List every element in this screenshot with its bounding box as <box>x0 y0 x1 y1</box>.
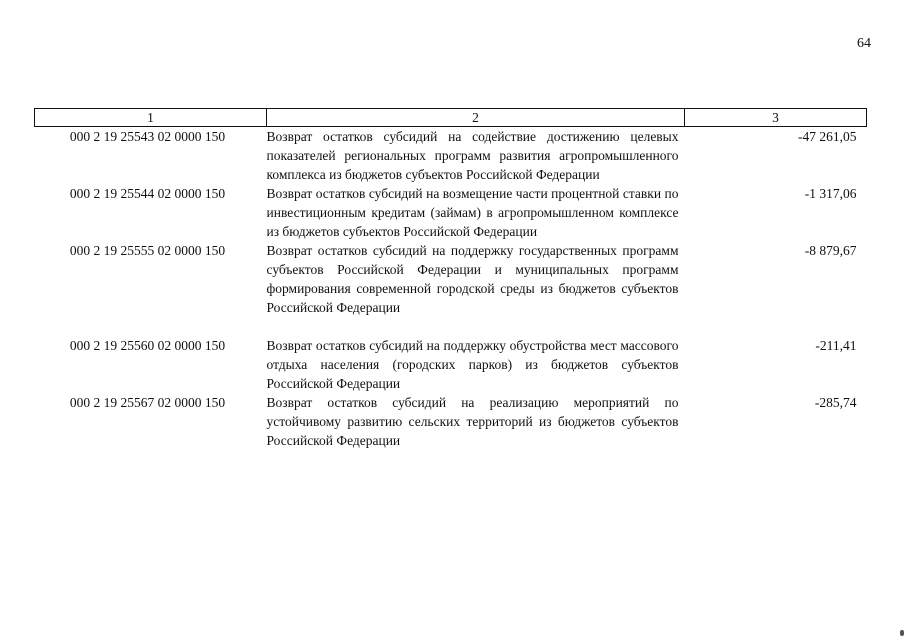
table-row <box>35 241 867 336</box>
table-row <box>35 127 867 185</box>
amount-value: -211,41 <box>815 338 857 353</box>
table-header-row <box>35 109 867 127</box>
budget-code: 000 2 19 25560 02 0000 150 <box>69 338 226 353</box>
amount-value: -1 317,06 <box>804 186 857 201</box>
page-number: 64 <box>857 36 871 51</box>
table-row <box>35 184 867 241</box>
budget-code: 000 2 19 25555 02 0000 150 <box>69 243 226 258</box>
budget-table <box>34 108 867 450</box>
revenue-description: Возврат остатков субсидий на возмещение части процентной ставки по инвестиционным кредитам (займам) в агропромышленном комплексе из бюджетов субъектов Российской Федерации <box>266 186 679 239</box>
header-code-column: 1 <box>35 109 267 127</box>
amount-value: -47 261,05 <box>798 129 857 144</box>
table-row <box>35 336 867 393</box>
amount-value: -8 879,67 <box>804 243 857 258</box>
budget-code: 000 2 19 25567 02 0000 150 <box>69 395 226 410</box>
header-description-column: 2 <box>267 109 685 127</box>
table-row <box>35 393 867 450</box>
budget-code: 000 2 19 25544 02 0000 150 <box>69 186 226 201</box>
header-amount-column: 3 <box>685 109 867 127</box>
revenue-description: Возврат остатков субсидий на поддержку обустройства мест массового отдыха населения (городских парков) из бюджетов субъектов Российской Федерации <box>266 338 679 391</box>
budget-code: 000 2 19 25543 02 0000 150 <box>69 129 226 144</box>
revenue-description: Возврат остатков субсидий на содействие достижению целевых показателей региональных программ развития агропромышленного комплекса из бюджетов субъектов Российской Федерации <box>266 129 679 182</box>
scan-artifact-mark <box>900 630 904 636</box>
revenue-description: Возврат остатков субсидий на реализацию мероприятий по устойчивому развитию сельских территорий из бюджетов субъектов Российской Федерации <box>266 395 679 448</box>
revenue-description: Возврат остатков субсидий на поддержку государственных программ субъектов Российской Федерации и муниципальных программ формирования современной городской среды из бюджетов субъектов Российской Федерации <box>266 243 679 315</box>
amount-value: -285,74 <box>814 395 857 410</box>
